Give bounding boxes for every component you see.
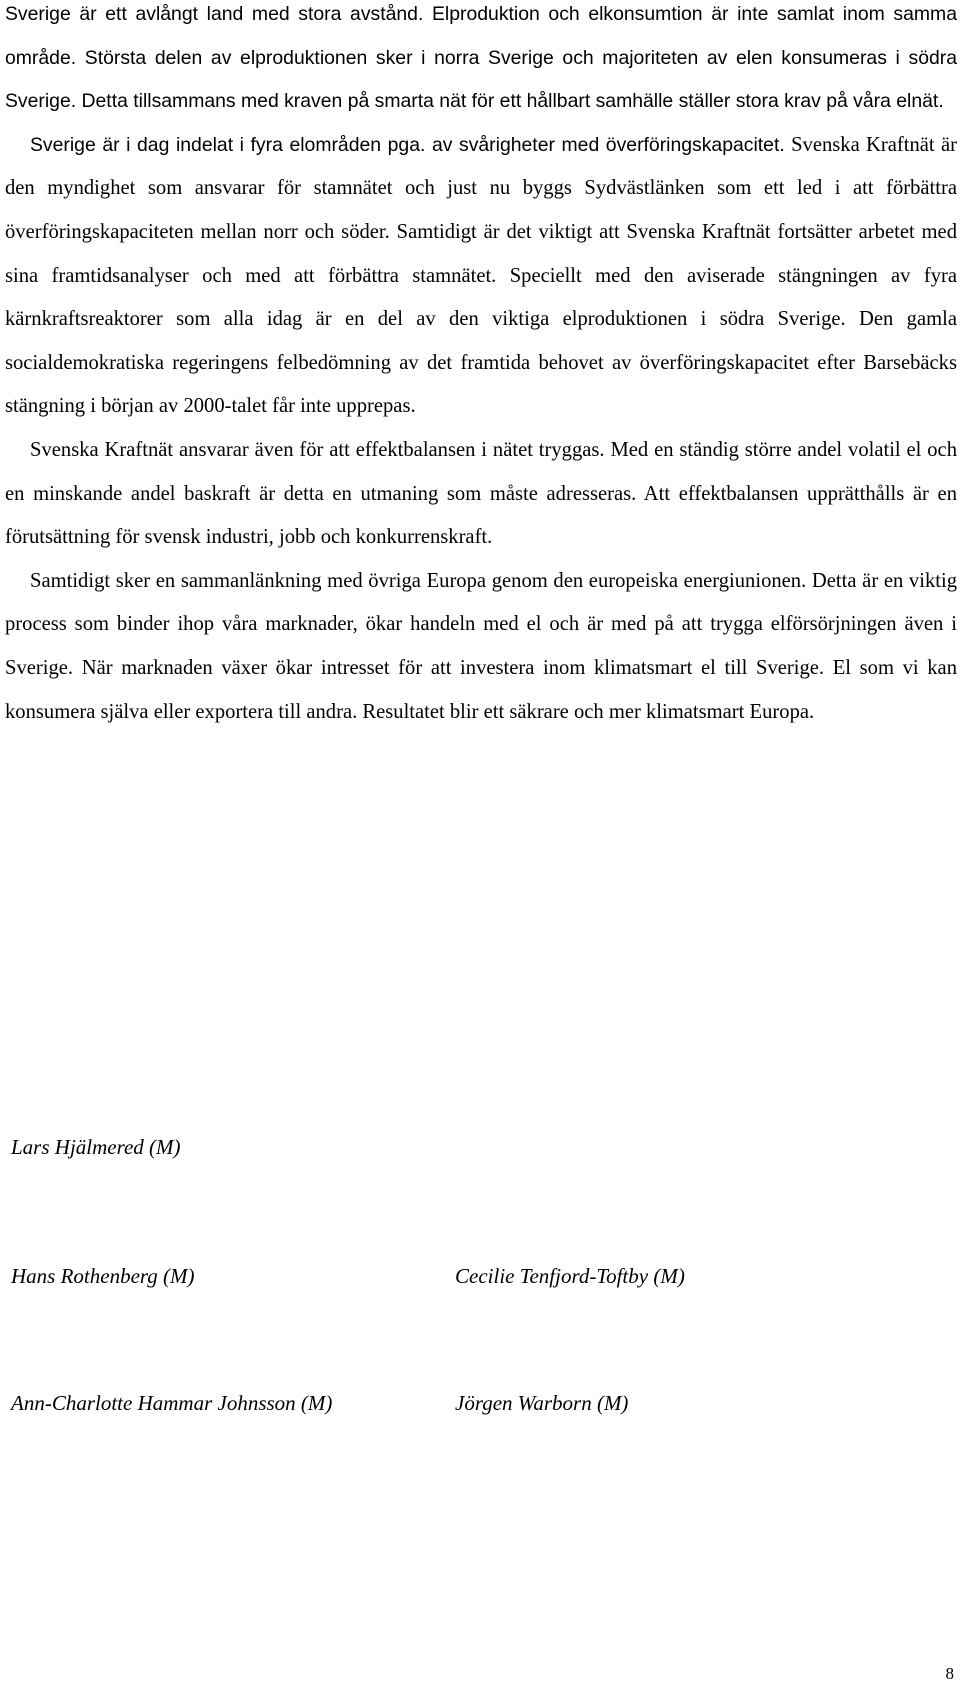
signatory-hans-rothenberg: Hans Rothenberg (M) <box>11 1264 195 1288</box>
signatory-cecilie-tenfjord-toftby: Cecilie Tenfjord-Toftby (M) <box>455 1264 685 1288</box>
page-number: 8 <box>945 1664 954 1683</box>
paragraph-4 <box>5 560 957 734</box>
signatory-ann-charlotte-hammar-johnsson: Ann-Charlotte Hammar Johnsson (M) <box>11 1391 333 1415</box>
paragraph-4-text: Samtidigt sker en sammanlänkning med övriga Europa genom den europeiska energiunionen. Detta är en viktig process som binder ihop våra marknader, ökar handeln med el och är med på att trygga elförsörjningen även i Sverige. När marknaden växer ökar intresset för att investera inom klimatsmart el till Sverige. El som vi kan konsumera själva eller exportera till andra. Resultatet blir ett säkrare och mer klimatsmart Europa. <box>5 569 957 723</box>
paragraph-2 <box>5 124 957 429</box>
signatory-jorgen-warborn: Jörgen Warborn (M) <box>455 1391 629 1415</box>
paragraph-1-text: Sverige är ett avlångt land med stora avstånd. Elproduktion och elkonsumtion är inte samlat inom samma område. Största delen av elproduktionen sker i norra Sverige och majoriteten av elen konsumeras i södra Sverige. Detta tillsammans med kraven på smarta nät för ett hållbart samhälle ställer stora krav på våra elnät. <box>5 3 957 113</box>
body-text <box>5 0 957 734</box>
paragraph-2-lead-text: Sverige är i dag indelat i fyra elområden pga. av svårigheter med överföringskapacitet. <box>30 133 785 156</box>
signatory-lars-hjalmered: Lars Hjälmered (M) <box>11 1135 181 1159</box>
paragraph-2-text: Svenska Kraftnät är den myndighet som ansvarar för stamnätet och just nu byggs Sydvästlänken som ett led i att förbättra överföringskapaciteten mellan norr och söder. Samtidigt är det viktigt att Svenska Kraftnät fortsätter arbetet med sina framtidsanalyser och med att förbättra stamnätet. Speciellt med den aviserade stängningen av fyra kärnkraftsreaktorer som alla idag är en del av den viktiga elproduktionen i södra Sverige. Den gamla socialdemokratiska regeringens felbedömning av det framtida behovet av överföringskapacitet efter Barsebäcks stängning i början av 2000-talet får inte upprepas. <box>5 133 957 418</box>
paragraph-3-text: Svenska Kraftnät ansvarar även för att effektbalansen i nätet tryggas. Med en ständig större andel volatil el och en minskande andel baskraft är detta en utmaning som måste adresseras. Att effektbalansen upprätthålls är en förutsättning för svensk industri, jobb och konkurrenskraft. <box>5 438 957 549</box>
paragraph-1 <box>5 0 957 124</box>
paragraph-3 <box>5 429 957 560</box>
